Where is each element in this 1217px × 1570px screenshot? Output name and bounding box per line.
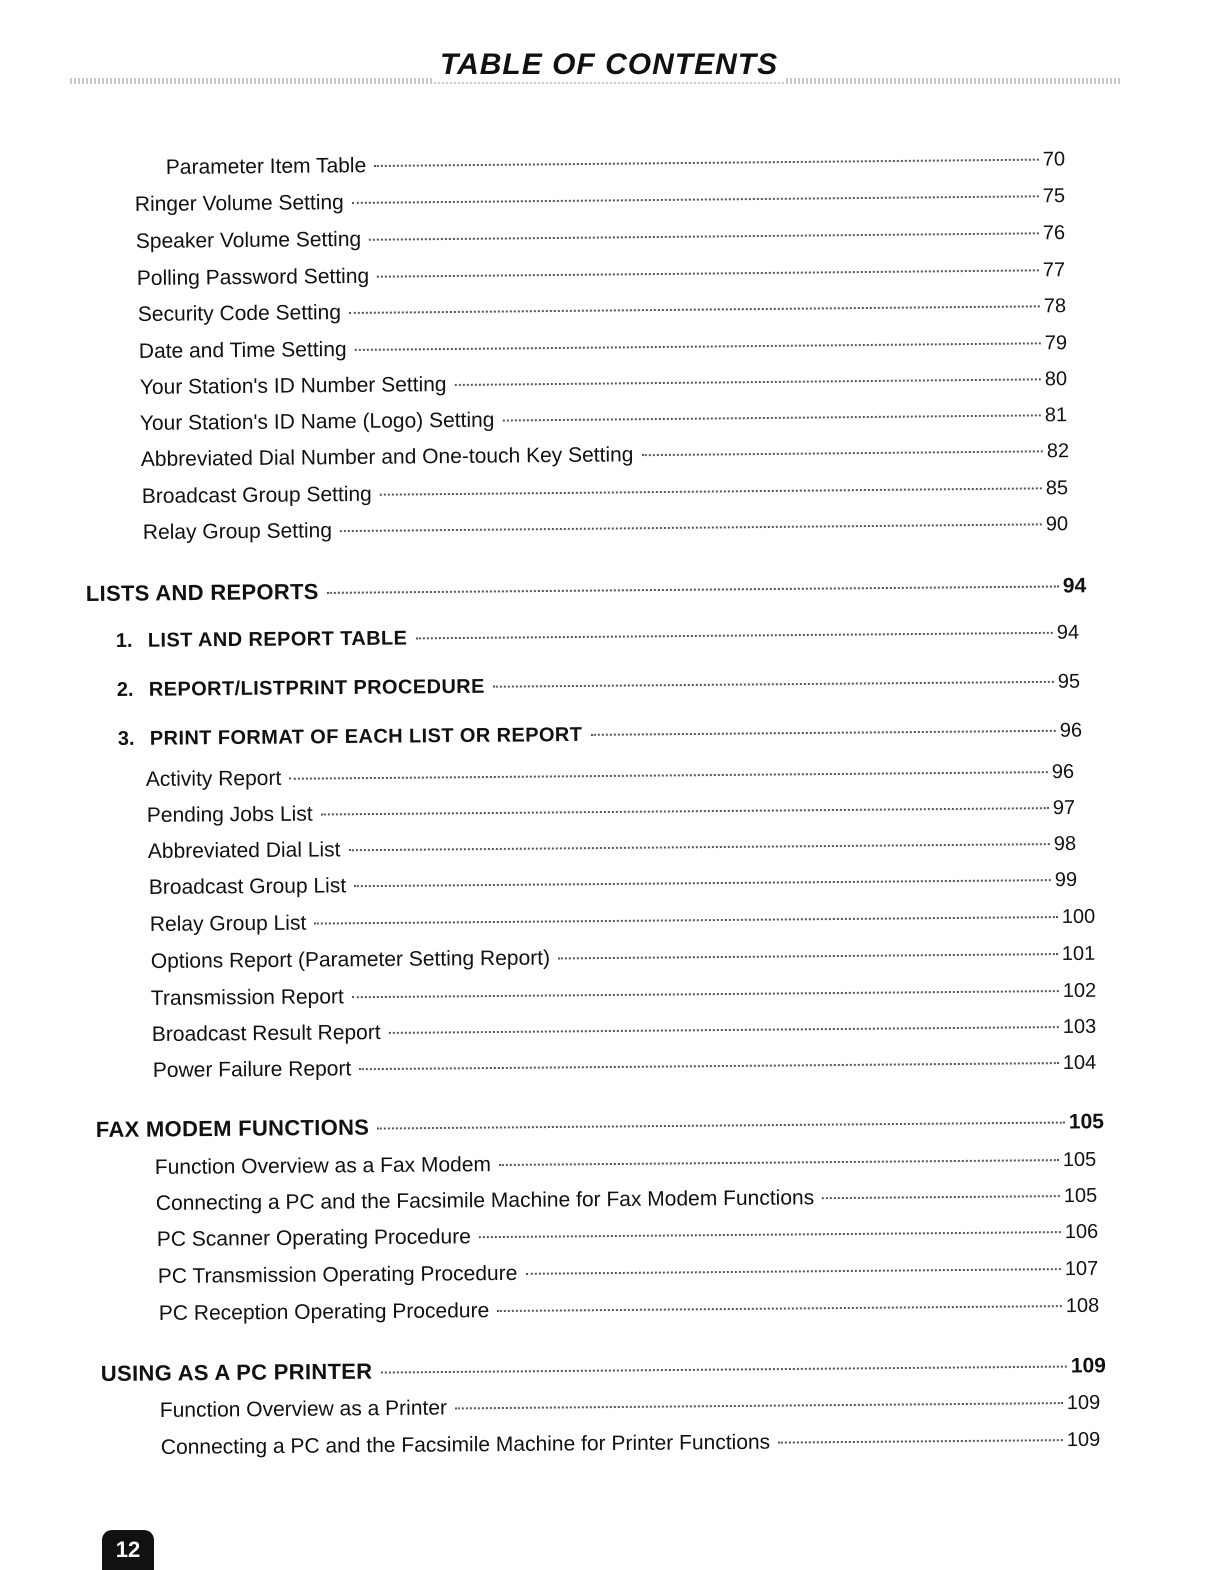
dot-leader: [389, 1026, 1059, 1034]
toc-entry: [146, 760, 1094, 796]
toc-entry-label: Connecting a PC and the Facsimile Machine for Printer Functions: [160, 1430, 771, 1460]
dot-leader: [348, 843, 1049, 851]
toc-section-label: USING AS A PC PRINTER: [100, 1358, 373, 1387]
dot-leader: [374, 159, 1039, 167]
dot-leader: [493, 681, 1054, 688]
toc-subsection-number: 2.: [116, 678, 134, 702]
toc-subsection-label: PRINT FORMAT OF EACH LIST OR REPORT: [149, 723, 583, 750]
dot-leader: [499, 1159, 1059, 1166]
toc-entry-label: Relay Group List: [149, 911, 307, 937]
dot-leader: [377, 1122, 1065, 1130]
toc-entry: [137, 258, 1085, 295]
dot-leader: [359, 1062, 1059, 1070]
dot-leader: [380, 1366, 1066, 1374]
toc-entry-page: 78: [1043, 295, 1067, 318]
toc-subsection: [118, 719, 1102, 756]
toc-entry: [136, 221, 1085, 258]
toc-subsection-label: LIST AND REPORT TABLE: [147, 627, 408, 652]
toc-entry-page: 77: [1042, 259, 1066, 282]
dot-leader: [380, 487, 1042, 495]
toc-entry: [159, 1294, 1108, 1330]
toc-entry-label: Activity Report: [145, 766, 282, 792]
dot-leader: [355, 342, 1041, 351]
toc-entry: [153, 1051, 1105, 1087]
dot-leader: [525, 1268, 1060, 1275]
dot-leader: [455, 378, 1041, 386]
toc-entry: [147, 796, 1095, 832]
toc-entry: [151, 979, 1105, 1015]
dot-leader: [369, 232, 1039, 240]
toc-entry-page: 81: [1044, 404, 1068, 427]
toc-section-label: LISTS AND REPORTS: [85, 578, 319, 607]
toc-entry: [140, 367, 1087, 404]
toc-entry: [148, 832, 1096, 868]
toc-entry-label: Speaker Volume Setting: [135, 227, 362, 254]
toc-entry-label: Power Failure Report: [152, 1057, 352, 1083]
toc-section-label: FAX MODEM FUNCTIONS: [95, 1114, 370, 1143]
dot-leader: [340, 523, 1042, 532]
toc-entry: [139, 331, 1087, 368]
dot-leader: [352, 990, 1059, 998]
toc-subsection-page: 95: [1057, 670, 1081, 693]
toc-entry-page: 108: [1065, 1294, 1100, 1318]
toc-subsection: [116, 621, 1099, 658]
toc-entry-page: 102: [1062, 979, 1097, 1003]
toc-entry-label: Your Station's ID Number Setting: [139, 373, 447, 400]
toc-entry-page: 96: [1051, 760, 1075, 784]
toc-entry-page: 97: [1052, 796, 1076, 820]
dot-leader: [352, 195, 1039, 204]
toc-subsection-number: 1.: [115, 629, 133, 653]
toc-entry-page: 103: [1062, 1015, 1097, 1039]
toc-entry-page: 109: [1066, 1428, 1101, 1452]
toc-entry-label: PC Scanner Operating Procedure: [156, 1225, 471, 1252]
toc-entry-page: 85: [1045, 477, 1069, 500]
dot-leader: [778, 1439, 1063, 1443]
toc-section-page: 109: [1070, 1354, 1106, 1378]
page-number-badge: 12: [102, 1530, 154, 1570]
toc-entry: [135, 184, 1085, 221]
toc-entry-page: 76: [1042, 222, 1066, 245]
toc-entry-page: 105: [1062, 1148, 1097, 1172]
toc-entry-page: 101: [1061, 942, 1096, 966]
dot-leader: [349, 305, 1040, 314]
dot-leader: [502, 414, 1040, 421]
toc-entry: [143, 512, 1088, 549]
toc-subsection: [117, 670, 1100, 707]
toc-entry-label: Function Overview as a Printer: [159, 1396, 448, 1423]
toc-entry: [152, 1015, 1105, 1051]
toc-section: [86, 572, 1105, 609]
toc-entry: [158, 1257, 1107, 1293]
toc-entry: [156, 1184, 1106, 1220]
toc-entry-label: Broadcast Result Report: [151, 1021, 381, 1047]
toc-entry-page: 70: [1042, 148, 1066, 171]
toc-entry-page: 100: [1061, 905, 1096, 929]
toc-section: [96, 1108, 1111, 1145]
toc-subsection-page: 96: [1059, 719, 1083, 742]
toc-entry-page: 105: [1063, 1184, 1098, 1208]
page-title: TABLE OF CONTENTS: [432, 48, 786, 82]
toc-entry-page: 80: [1044, 368, 1068, 391]
dot-leader: [497, 1305, 1062, 1312]
toc-entry-label: PC Reception Operating Procedure: [158, 1299, 490, 1326]
toc-entry-page: 106: [1064, 1220, 1099, 1244]
toc-entry-label: Abbreviated Dial List: [147, 838, 341, 864]
toc-subsection-number: 3.: [117, 727, 135, 751]
toc-entry-label: Security Code Setting: [137, 301, 342, 327]
toc-entry-page: 75: [1042, 185, 1066, 208]
toc-entry-label: Your Station's ID Name (Logo) Setting: [139, 408, 495, 436]
toc-section-page: 94: [1062, 574, 1087, 598]
toc-entry: [138, 294, 1086, 331]
toc-entry-label: Broadcast Group Setting: [141, 482, 372, 509]
toc-entry-label: Transmission Report: [150, 985, 344, 1011]
toc-entry-label: Pending Jobs List: [146, 802, 313, 828]
dot-leader: [289, 771, 1048, 780]
toc-section-page: 105: [1068, 1110, 1104, 1134]
dot-leader: [822, 1195, 1060, 1199]
toc-entry: [151, 942, 1104, 978]
toc-entry: [166, 147, 1085, 184]
toc-entry: [140, 403, 1087, 440]
dot-leader: [558, 953, 1058, 959]
toc-entry-label: Date and Time Setting: [138, 338, 347, 364]
dot-leader: [327, 586, 1059, 594]
toc-subsection-page: 94: [1056, 621, 1080, 644]
toc-entry-label: Ringer Volume Setting: [134, 190, 344, 217]
toc-entry-label: PC Transmission Operating Procedure: [157, 1261, 518, 1289]
toc-entry: [149, 868, 1097, 904]
toc-entry: [155, 1148, 1105, 1184]
toc-entry-page: 99: [1054, 868, 1078, 892]
toc-entry-label: Connecting a PC and the Facsimile Machine for Fax Modem Functions: [155, 1186, 815, 1216]
toc-entry-label: Parameter Item Table: [165, 154, 367, 180]
toc-entry-page: 90: [1045, 513, 1069, 536]
toc-entry-label: Abbreviated Dial Number and One-touch Key Setting: [140, 443, 634, 472]
dot-leader: [479, 1231, 1061, 1238]
dot-leader: [455, 1402, 1063, 1409]
toc-entry-label: Broadcast Group List: [148, 874, 347, 900]
toc-entry-label: Options Report (Parameter Setting Report): [150, 946, 551, 974]
toc-entry: [161, 1428, 1109, 1464]
dot-leader: [641, 450, 1042, 456]
toc-entry-page: 82: [1046, 440, 1070, 463]
toc-entry-page: 104: [1062, 1051, 1097, 1075]
toc-entry: [157, 1220, 1107, 1256]
toc-entry-label: Polling Password Setting: [136, 264, 370, 291]
dot-leader: [321, 807, 1049, 815]
toc-subsection-label: REPORT/LISTPRINT PROCEDURE: [148, 675, 485, 701]
dot-leader: [377, 269, 1039, 277]
toc-entry-page: 79: [1044, 332, 1068, 355]
dot-leader: [314, 916, 1058, 924]
toc-entry: [141, 439, 1089, 476]
toc-entry: [160, 1391, 1109, 1427]
toc-entry-page: 107: [1064, 1257, 1099, 1281]
toc-entry-label: Relay Group Setting: [142, 519, 333, 545]
toc-entry-label: Function Overview as a Fax Modem: [154, 1153, 492, 1180]
dot-leader: [354, 879, 1051, 887]
dot-leader: [415, 632, 1052, 640]
toc-entry: [142, 476, 1088, 513]
dot-leader: [590, 730, 1055, 736]
toc-entry-page: 109: [1066, 1391, 1101, 1415]
toc-section: [101, 1352, 1113, 1389]
toc-entry: [150, 905, 1104, 941]
toc-entry-page: 98: [1053, 832, 1077, 856]
